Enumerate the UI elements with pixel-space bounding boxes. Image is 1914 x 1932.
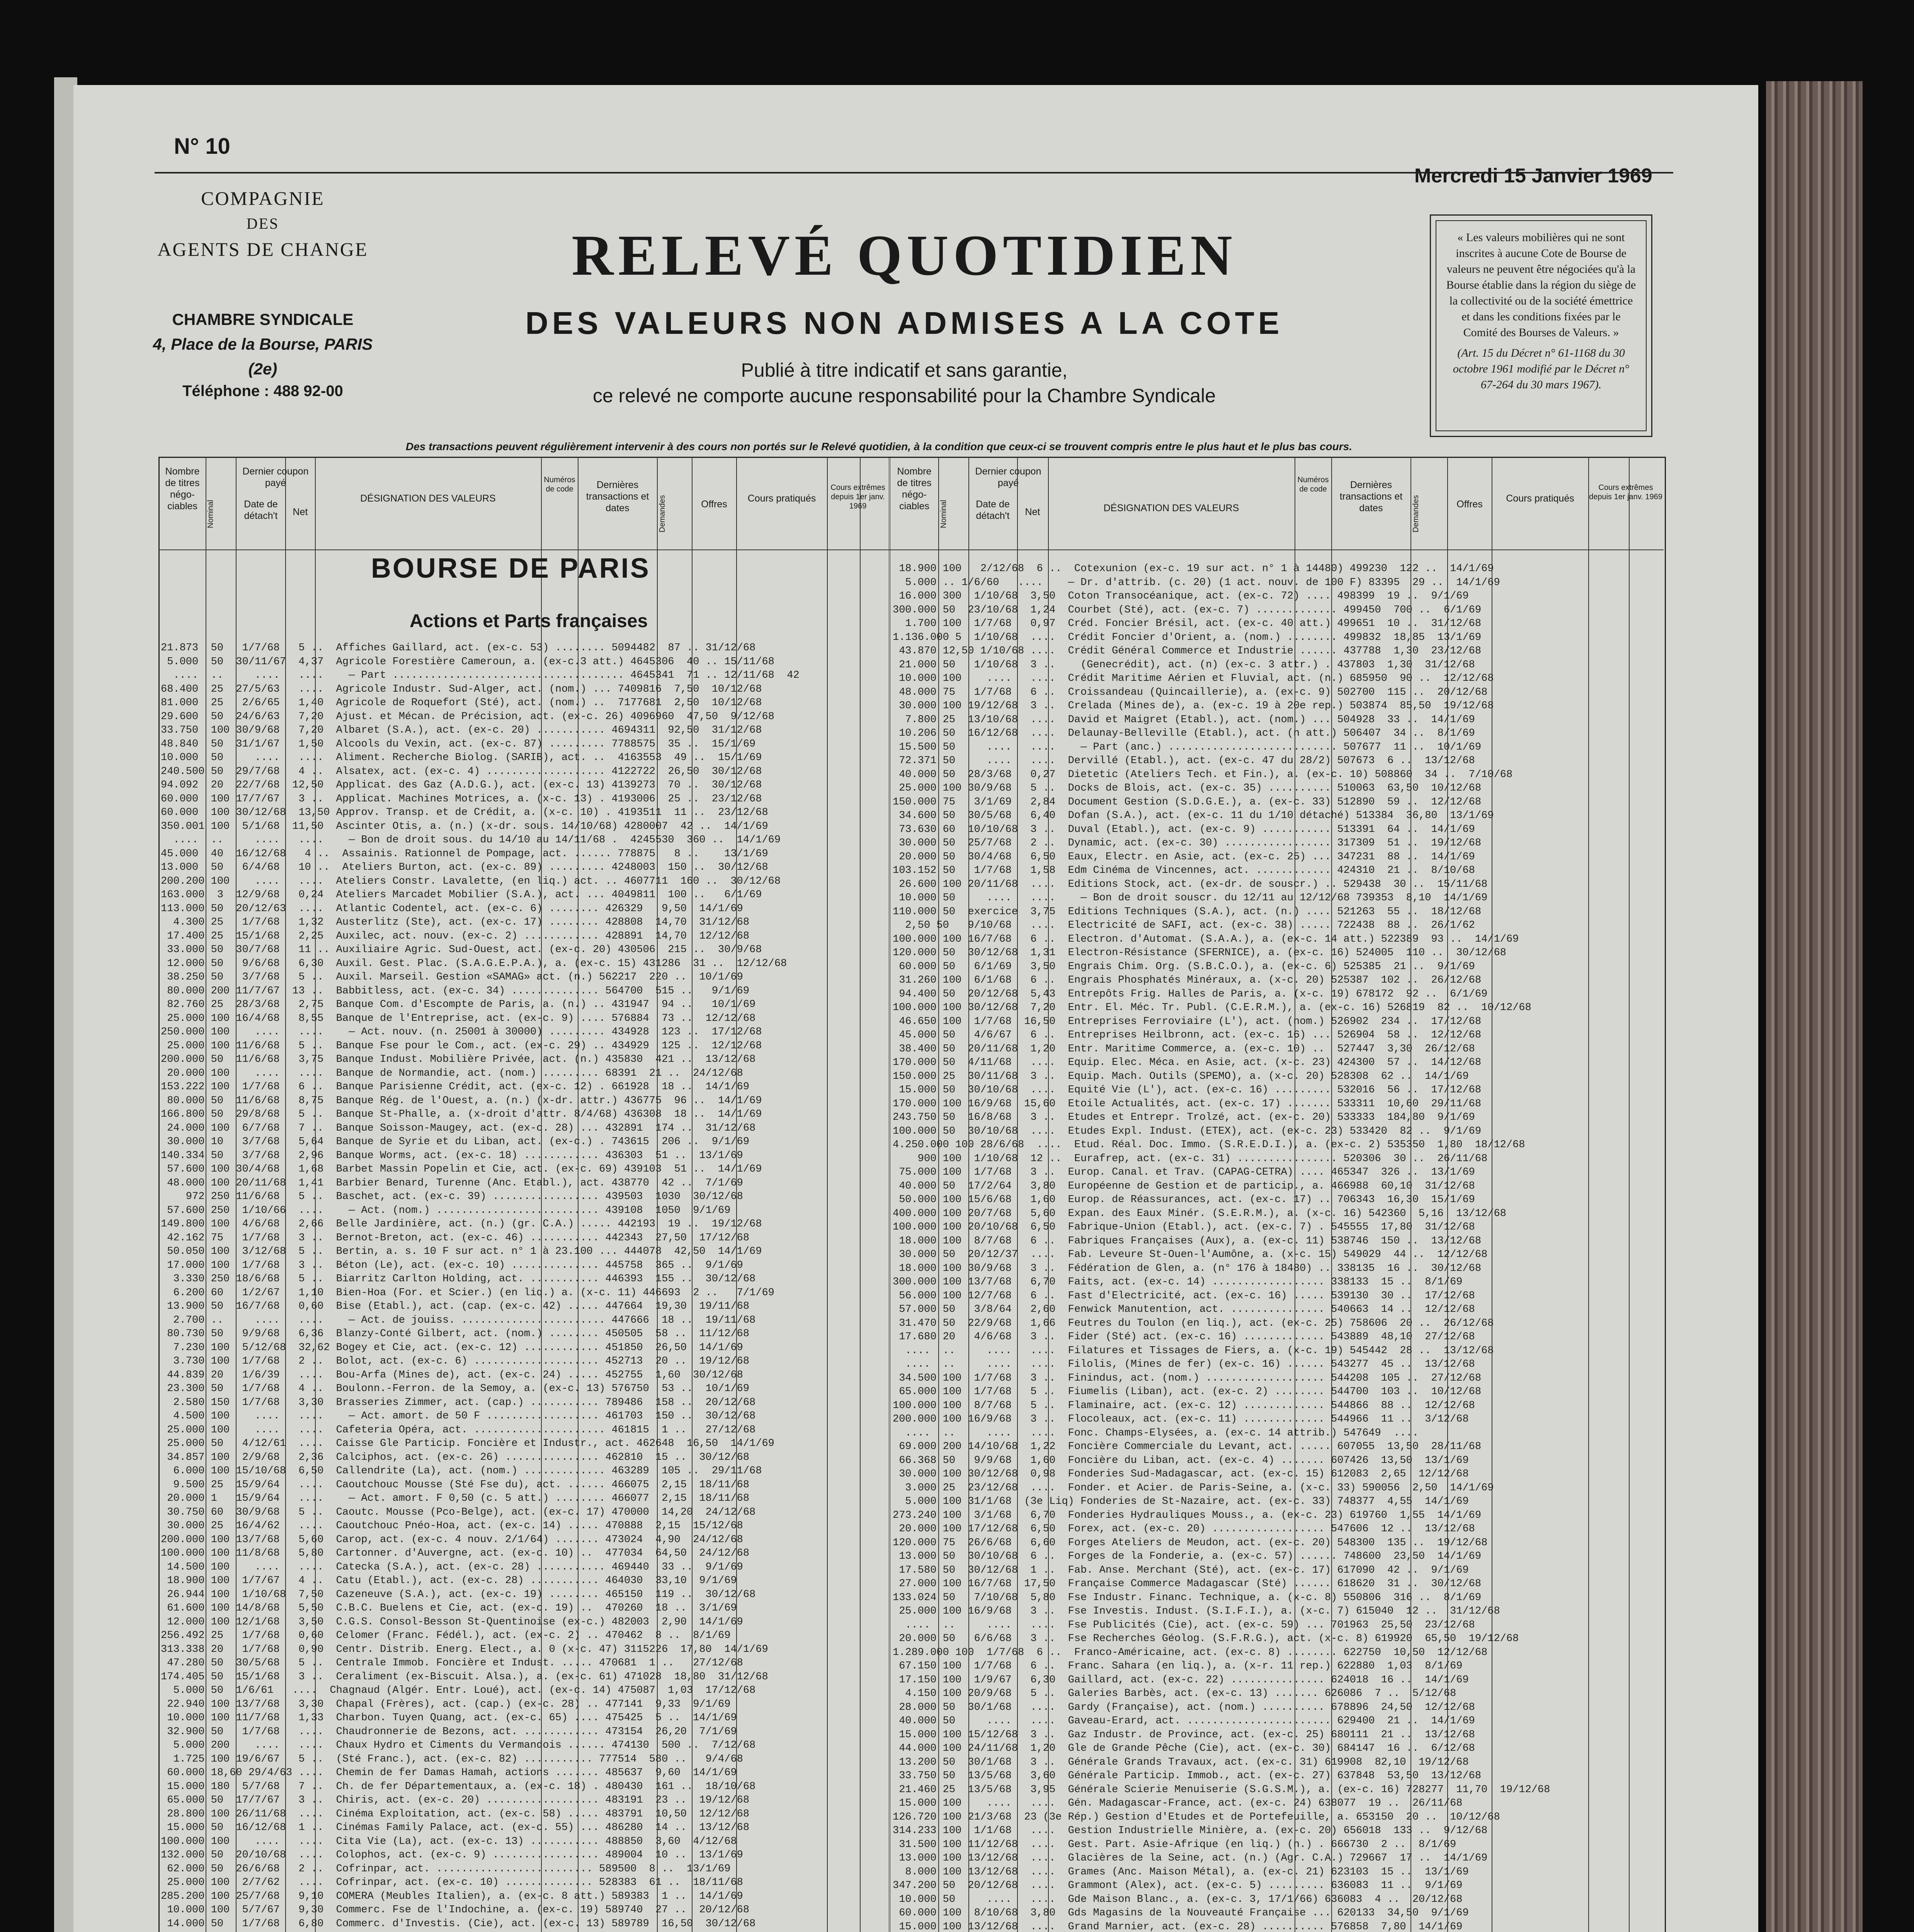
table-row: 28.800 100 26/11/68 .... Cinéma Exploitation, act. (ex-c. 58) ..... 483791 10,50 12/12/68 bbox=[161, 1808, 750, 1820]
col-demandes-right: Demandes bbox=[1412, 495, 1420, 533]
header-rule bbox=[155, 172, 1673, 173]
table-row: 50.050 100 3/12/68 5 .. Bertin, a. s. 10 F sur act. n° 1 à 23.100 ... 444078 42,50 14/1/69 bbox=[161, 1246, 762, 1257]
col-cours-right: Cours pratiqués bbox=[1506, 493, 1574, 504]
col-extremes-left: Cours extrêmes depuis 1er janv. 1969 bbox=[830, 483, 885, 510]
col-nominal-right: Nominal bbox=[939, 500, 948, 528]
table-row: 1.700 100 1/7/68 0,97 Créd. Foncier Brésil, act. (ex-c. 40 att.) 499651 10 .. 31/12/68 bbox=[893, 618, 1482, 629]
table-row: 60.000 100 8/10/68 3,80 Gds Magasins de la Nouveauté Française ... 620133 34,50 9/1/69 bbox=[893, 1907, 1469, 1919]
table-row: 34.500 100 1/7/68 3 .. Finindus, act. (nom.) ................... 544208 105 .. 27/12/68 bbox=[893, 1372, 1482, 1384]
table-row: 20.000 100 17/12/68 6,50 Forex, act. (ex-c. 20) .................. 547606 12 .. 13/12/68 bbox=[893, 1523, 1475, 1535]
table-row: 27.000 100 16/7/68 17,50 Française Commerce Madagascar (Sté) ...... 618620 31 .. 30/12/68 bbox=[893, 1578, 1482, 1590]
table-row: 1.136.000 5 1/10/68 .... Crédit Foncier d'Orient, a. (nom.) ........ 499832 18,85 13/1/69 bbox=[893, 631, 1482, 643]
table-row: 10.000 50 .... .... — Bon de droit souscr. du 12/11 au 12/12/68 739353 8,10 14/1/69 bbox=[893, 892, 1488, 904]
table-row: 4.250.000 100 28/6/68 .... Etud. Réal. Doc. Immo. (S.R.E.D.I.), a. (ex-c. 2) 535350 1,80 18/12/68 bbox=[893, 1139, 1525, 1151]
table-row: 44.000 100 24/11/68 1,20 Gle de Grande Pêche (Cie), act. (ex-c. 30) 684147 16 .. 6/12/68 bbox=[893, 1743, 1475, 1754]
col-designation-left: DÉSIGNATION DES VALEURS bbox=[360, 493, 496, 504]
table-row: 20.000 1 15/9/64 .... — Act. amort. F 0,50 (c. 5 att.) ........ 466077 2,15 18/11/68 bbox=[161, 1493, 750, 1504]
table-row: 163.000 3 12/9/68 0,24 Ateliers Marcadet Mobilier (S.A.), act. ... 4049811 100 .. 6/1/69 bbox=[161, 889, 762, 901]
table-row: 174.405 50 15/1/68 3 .. Ceraliment (ex-Biscuit. Alsa.), a. (ex-c. 61) 471028 18,80 31/12/68 bbox=[161, 1671, 768, 1683]
table-row: 1.289.000 100 1/7/68 6 .. Franco-Américaine, act. (ex-c. 8) ........ 622750 10,50 12/12/68 bbox=[893, 1646, 1488, 1658]
table-row: 60.000 100 17/7/67 3 .. Applicat. Machines Motrices, a. (x-c. 13) . 4193006 25 .. 23/12/68 bbox=[161, 793, 762, 805]
table-row: 75.000 100 1/7/68 3 .. Europ. Canal. et Trav. (CAPAG-CETRA) .... 465347 326 .. 13/1/69 bbox=[893, 1167, 1475, 1178]
table-row: 5.000 .. 1/6/60 .... — Dr. d'attrib. (c. 20) (1 act. nouv. de 100 F) 83395 29 .. 14/1/69 bbox=[893, 577, 1500, 588]
table-row: .... .. .... .... Fse Publicités (Cie), act. (ex-c. 59) ... 701963 25,50 23/12/68 bbox=[893, 1619, 1475, 1631]
col-transactions-right: Dernières transactions et dates bbox=[1339, 480, 1403, 514]
half-divider bbox=[889, 457, 890, 1932]
table-row: 15.000 50 16/12/68 1 .. Cinémas Family Palace, act. (ex-c. 55) ... 486280 14 .. 13/12/68 bbox=[161, 1822, 750, 1833]
table-row: 15.000 100 13/12/68 .... Grand Marnier, act. (ex-c. 28) .......... 576858 7,80 14/1/69 bbox=[893, 1921, 1463, 1932]
table-row: 30.000 100 19/12/68 3 .. Crelada (Mines de), a. (ex-c. 19 à 20e rep.) 503874 85,50 19/12/68 bbox=[893, 700, 1494, 712]
table-row: 10.000 50 .... .... Gde Maison Blanc., a. (ex-c. 3, 17/1/66) 636083 4 .. 20/12/68 bbox=[893, 1893, 1463, 1905]
table-row: 200.000 100 13/7/68 5,60 Carop, act. (ex-c. 4 nouv. 2/1/64) ....... 473024 4,90 24/12/68 bbox=[161, 1534, 743, 1546]
table-row: 170.000 50 4/11/68 .... Equip. Elec. Méca. en Asie, act. (x-c. 23) 424300 57 .. 14/12/68 bbox=[893, 1057, 1482, 1068]
table-row: 100.000 100 16/7/68 6 .. Electron. d'Automat. (S.A.A.), a. (ex-c. 14 att.) 522389 93 .. 14/1/69 bbox=[893, 933, 1519, 945]
table-row: 22.940 100 13/7/68 3,30 Chapal (Frères), act. (cap.) (ex-c. 28) .. 477141 9,33 9/1/69 bbox=[161, 1698, 731, 1710]
table-row: 81.000 25 2/6/65 1,40 Agricole de Roquefort (Sté), act. (nom.) .. 7177681 2,50 10/12/68 bbox=[161, 697, 762, 709]
table-row: 73.630 60 10/10/68 3 .. Duval (Etabl.), act. (ex-c. 9) ........... 513391 64 .. 14/1/69 bbox=[893, 823, 1475, 835]
table-row: 200.200 100 .... .... Ateliers Constr. Lavalette, (en liq.) act. .. 4607711 160 .. 30/12/68 bbox=[161, 875, 781, 887]
table-row: 256.492 25 1/7/68 0,60 Celomer (Franc. Fédél.), act. (ex-c. 2) .. 470462 8 .. 8/1/69 bbox=[161, 1630, 731, 1641]
table-row: 38.400 50 20/11/68 1,20 Entr. Maritime Commerce, a. (ex-c. 10) .. 527447 3,30 26/12/68 bbox=[893, 1043, 1475, 1055]
table-row: 140.334 50 3/7/68 2,96 Banque Worms, act. (ex-c. 18) ............ 436303 51 .. 13/1/69 bbox=[161, 1150, 743, 1162]
table-row: 972 250 11/6/68 5 .. Baschet, act. (ex-c. 39) ................. 439503 1030 30/12/68 bbox=[161, 1191, 743, 1202]
table-row: 38.250 50 3/7/68 5 .. Auxil. Marseil. Gestion «SAMAG» act. (n.) 562217 220 .. 10/1/69 bbox=[161, 971, 743, 983]
col-net-right: Net bbox=[1025, 507, 1040, 517]
table-row: 80.730 50 9/9/68 6,36 Blanzy-Conté Gilbert, act. (nom.) ........ 450505 58 .. 11/12/68 bbox=[161, 1328, 750, 1340]
table-row: 12.000 100 12/1/68 3,50 C.G.S. Consol-Besson St-Quentinoise (ex-c.) 482003 2,90 14/1/69 bbox=[161, 1616, 743, 1628]
table-row: 10.000 100 5/7/67 9,30 Commerc. Fse de l'Indochine, a. (ex-c. 19) 589740 27 .. 20/12/68 bbox=[161, 1904, 750, 1916]
company-line-3: AGENTS DE CHANGE bbox=[157, 238, 368, 260]
col-nominal-left: Nominal bbox=[206, 500, 215, 528]
table-row: 57.600 250 1/10/66 .... — Act. (nom.) .......................... 439108 1050 9/1/69 bbox=[161, 1204, 731, 1216]
table-row: 110.000 50 exercice 3,75 Editions Techniques (S.A.), act. (n.) .... 521263 55 .. 18/12/68 bbox=[893, 906, 1482, 918]
table-row: 30.000 50 25/7/68 2 .. Dynamic, act. (ex-c. 30) ................. 317309 51 .. 19/12/68 bbox=[893, 837, 1482, 849]
col-nombre-right: Nombre de titres négo-ciables bbox=[897, 466, 932, 512]
page-title: RELEVÉ QUOTIDIEN bbox=[572, 223, 1237, 287]
table-row: 300.000 100 13/7/68 6,70 Faits, act. (ex-c. 14) .................. 338133 15 .. 8/1/69 bbox=[893, 1276, 1463, 1288]
table-row: 350.001 100 5/1/68 11,50 Ascinter Otis, a. (n.) (x-dr. sous. 14/10/68) 4280007 42 .. 14/1/69 bbox=[161, 820, 768, 832]
table-row: 18.900 100 1/7/67 4 .. Catu (Etabl.), act. (ex-c. 28) ........... 464030 33,10 9/1/69 bbox=[161, 1575, 737, 1587]
col-coupon-right: Dernier coupon payé bbox=[975, 466, 1041, 488]
col-cours-left: Cours pratiqués bbox=[747, 493, 816, 504]
table-row: .... .. .... .... Fonc. Champs-Elysées, a. (ex-c. 14 attrib.) 547649 .... bbox=[893, 1427, 1419, 1439]
table-row: 313.338 20 1/7/68 0,90 Centr. Distrib. Energ. Elect., a. 0 (x-c. 47) 3115226 17,80 14/1/69 bbox=[161, 1643, 768, 1655]
table-row: 60.000 100 30/12/68 13,50 Approv. Transp. et de Crédit, a. (x-c. 10) . 4193511 11 .. 23/12/68 bbox=[161, 807, 768, 818]
table-row: 30.000 50 20/12/37 .... Fab. Leveure St-Ouen-l'Aumône, a. (x-c. 15) 549029 44 .. 12/12/68 bbox=[893, 1249, 1488, 1260]
table-row: 13.000 50 30/10/68 6 .. Forges de la Fonderie, a. (ex-c. 57) ...... 748600 23,50 14/1/69 bbox=[893, 1551, 1482, 1562]
section-bourse-de-paris: BOURSE DE PARIS bbox=[371, 553, 650, 584]
legal-note-text: « Les valeurs mobilières qui ne sont inscrites à aucune Cote de Bourse de valeurs ne peuvent être négociées qu'à la Bourse établie dans la région du siège de la collectivité ou de la société émettrice et dans les conditions fixées par le Comité des Bourses de Valeurs. » bbox=[1446, 231, 1636, 339]
table-row: 21.873 50 1/7/68 5 .. Affiches Gaillard, act. (ex-c. 53) ........ 5094482 87 .. 31/12/68 bbox=[161, 642, 756, 654]
table-row: 33.750 50 13/5/68 3,60 Générale Particip. Immob., act. (ex-c. 27) 637848 53,50 13/12/68 bbox=[893, 1770, 1482, 1782]
table-row: 61.600 100 14/8/68 5,50 C.B.C. Buelens et Cie, act. (ex-c. 19) .. 470260 18 .. 3/1/69 bbox=[161, 1602, 737, 1614]
table-row: 273.240 100 3/1/68 6,70 Fonderies Hydrauliques Mouss., a. (ex-c. 23) 619760 1,55 14/1/69 bbox=[893, 1509, 1482, 1521]
col-nombre-left: Nombre de titres négo-ciables bbox=[165, 466, 200, 512]
table-row: 67.150 100 1/7/68 6 .. Franc. Sahara (en liq.), a. (x-r. 11 rep.) 622880 1,03 8/1/69 bbox=[893, 1660, 1463, 1672]
chamber-address: 4, Place de la Bourse, PARIS (2e) bbox=[153, 335, 373, 378]
table-row: .... .. .... .... — Bon de droit sous. du 14/10 au 14/11/68 . 4245530 360 .. 14/1/69 bbox=[161, 834, 781, 846]
table-row: 250.000 100 .... .... — Act. nouv. (n. 25001 à 30000) ......... 434928 123 .. 17/12/68 bbox=[161, 1026, 762, 1038]
table-row: 25.000 100 16/4/68 8,55 Banque de l'Entreprise, act. (ex-c. 9) .... 576884 73 .. 12/12/68 bbox=[161, 1012, 756, 1024]
table-row: 7.230 100 5/12/68 32,62 Bogey et Cie, act. (ex-c. 12) ............ 451850 26,50 14/1/69 bbox=[161, 1342, 743, 1354]
table-row: 31.500 100 11/12/68 .... Gest. Part. Asie-Afrique (en liq.) (n.) . 666730 2 .. 8/1/69 bbox=[893, 1838, 1456, 1850]
table-row: 42.162 75 1/7/68 3 .. Bernot-Breton, act. (ex-c. 46) ........... 442343 27,50 17/12/68 bbox=[161, 1232, 750, 1244]
table-row: 1.725 100 19/6/67 5 .. (Sté Franc.), act. (ex-c. 82) ........... 777514 580 .. 9/4/68 bbox=[161, 1753, 743, 1765]
col-designation-right: DÉSIGNATION DES VALEURS bbox=[1103, 503, 1239, 514]
company-name bbox=[147, 185, 379, 262]
table-row: 166.800 50 29/8/68 5 .. Banque St-Phalle, a. (x-droit d'attr. 8/4/68) 436308 18 .. 14/1/69 bbox=[161, 1109, 762, 1120]
table-row: 60.000 18,60 29/4/63 .... Chemin de fer Damas Hamah, actions ....... 485637 9,60 14/1/69 bbox=[161, 1767, 737, 1779]
table-row: 17.580 50 30/12/68 1 .. Fab. Anse. Merchant (Sté), act. (ex-c. 17) 617090 42 .. 9/1/69 bbox=[893, 1564, 1469, 1576]
table-row: 66.368 50 9/9/68 1,60 Foncière du Liban, act. (ex-c. 4) ....... 607426 13,50 13/1/69 bbox=[893, 1454, 1469, 1466]
table-row: .... .. .... .... Filatures et Tissages de Fiers, a. (x-c. 19) 545442 28 .. 13/12/68 bbox=[893, 1345, 1494, 1357]
table-row: 24.000 100 6/7/68 7 .. Banque Soisson-Maugey, act. (ex-c. 28) ... 432891 174 .. 31/12/68 bbox=[161, 1122, 756, 1134]
table-row: 13.900 50 16/7/68 0,60 Bise (Etabl.), act. (cap. (ex-c. 42) ..... 447664 19,30 19/11/68 bbox=[161, 1301, 750, 1312]
left-table-rows bbox=[161, 641, 887, 1932]
table-row: 31.260 100 6/1/68 6 .. Engrais Phosphatés Minéraux, a. (x-c. 20) 525387 102 .. 26/12/68 bbox=[893, 975, 1482, 986]
table-row: 100.000 100 .... .... Cita Vie (La), act. (ex-c. 13) ........... 488850 3,60 4/12/68 bbox=[161, 1835, 737, 1847]
table-row: 153.222 100 1/7/68 6 .. Banque Parisienne Crédit, act. (ex-c. 12) . 661928 18 .. 14/1/69 bbox=[161, 1081, 750, 1093]
table-row: 57.000 50 3/8/64 2,60 Fenwick Manutention, act. ............... 540663 14 .. 12/12/68 bbox=[893, 1304, 1475, 1315]
right-table-rows bbox=[893, 562, 1662, 1932]
table-row: 2,50 50 9/10/68 .... Electricité de SAFI, act. (ex-c. 38) ..... 722438 88 .. 26/1/62 bbox=[893, 920, 1475, 931]
table-row: 21.000 50 1/10/68 3 .. (Genecrédit), act. (n) (ex-c. 3 attr.) . 437803 1,30 31/12/68 bbox=[893, 659, 1475, 671]
company-line-2: DES bbox=[246, 215, 279, 232]
table-row: 80.000 50 11/6/68 8,75 Banque Rég. de l'Ouest, a. (n.) (x-dr. attr.) 436775 96 .. 14/1/69 bbox=[161, 1095, 762, 1107]
table-row: 7.800 25 13/10/68 .... David et Maigret (Etabl.), act. (nom.) ... 504928 33 .. 14/1/69 bbox=[893, 714, 1475, 726]
col-offres-left: Offres bbox=[701, 499, 727, 510]
table-row: 132.000 50 20/10/68 .... Colophos, act. (ex-c. 9) ................. 489004 10 .. 13/1/69 bbox=[161, 1849, 743, 1861]
table-row: 10.206 50 16/12/68 .... Delaunay-Belleville (Etabl.), act. (n att.) 506407 34 .. 8/1/69 bbox=[893, 728, 1475, 739]
table-row: 100.000 100 20/10/68 6,50 Fabrique-Union (Etabl.), act. (ex-c. 7) . 545555 17,80 31/12/68 bbox=[893, 1221, 1475, 1233]
table-row: 13.000 100 13/12/68 .... Glacières de la Seine, act. (n.) (Agr. C.A.) 729667 17 .. 14/1/69 bbox=[893, 1852, 1488, 1864]
table-row: 100.000 100 30/12/68 7,20 Entr. El. Méc. Tr. Publ. (C.E.R.M.), a. (ex-c. 16) 526819 82 .. 10/12/68 bbox=[893, 1002, 1531, 1014]
table-row: 57.600 100 30/4/68 1,68 Barbet Massin Popelin et Cie, act. (ex-c. 69) 439103 51 .. 14/1/69 bbox=[161, 1163, 762, 1175]
table-row: 40.000 50 28/3/68 0,27 Dietetic (Ateliers Tech. et Fin.), a. (ex-c. 10) 508860 34 .. 7/10/68 bbox=[893, 769, 1513, 781]
table-row: 900 100 1/10/68 12 .. Eurafrep, act. (ex-c. 31) ................ 520306 30 .. 26/11/68 bbox=[893, 1153, 1488, 1165]
table-row: 300.000 50 23/10/68 1,24 Courbet (Sté), act. (ex-c. 7) ............. 499450 700 .. 6/1/69 bbox=[893, 604, 1482, 616]
table-row: 12.000 50 9/6/68 6,30 Auxil. Gest. Plac. (S.A.G.E.P.A.), a. (ex-c. 15) 431286 31 .. 12/12/68 bbox=[161, 957, 787, 969]
table-row: 20.000 100 .... .... Banque de Normandie, act. (nom.) ......... 68391 21 .. 24/12/68 bbox=[161, 1067, 743, 1079]
table-row: 9.500 25 15/9/64 .... Caoutchouc Mousse (Sté Fse du), act. ...... 466075 2,15 18/11/68 bbox=[161, 1479, 750, 1491]
table-row: 80.000 200 11/7/67 13 .. Babbitless, act. (ex-c. 34) .............. 564700 515 .. 9/1/69 bbox=[161, 985, 750, 997]
table-row: 3.330 250 18/6/68 5 .. Biarritz Carlton Holding, act. ........... 446393 155 .. 30/12/68 bbox=[161, 1273, 756, 1285]
col-extremes-right: Cours extrêmes depuis 1er janv. 1969 bbox=[1589, 483, 1662, 501]
table-row: 60.000 50 6/1/69 3,50 Engrais Chim. Org. (S.B.C.O.), a. (ex-c. 6) 525385 21 .. 9/1/69 bbox=[893, 961, 1475, 973]
company-line-1: COMPAGNIE bbox=[201, 187, 325, 209]
table-row: 243.750 50 16/8/68 3 .. Etudes et Entrepr. Trolzé, act. (ex-c. 20) 533333 184,80 9/1/69 bbox=[893, 1112, 1475, 1123]
table-row: 32.900 50 1/7/68 .... Chaudronnerie de Bezons, act. ............ 473154 26,20 7/1/69 bbox=[161, 1726, 737, 1738]
table-row: 65.000 100 1/7/68 5 .. Fiumelis (Liban), act. (ex-c. 2) ........ 544700 103 .. 10/12/68 bbox=[893, 1386, 1482, 1398]
table-row: 50.000 100 15/6/68 1,60 Europ. de Réassurances, act. (ex-c. 17) .. 706343 16,30 15/1/69 bbox=[893, 1194, 1475, 1206]
legal-note-reference: (Art. 15 du Décret n° 61-1168 du 30 octobre 1961 modifié par le Décret n° 67-264 du 30 mars 1967). bbox=[1453, 347, 1630, 391]
table-row: 34.857 100 2/9/68 2,36 Calciphos, act. (ex-c. 26) ............... 462810 15 .. 30/12/68 bbox=[161, 1451, 750, 1463]
page-subtitle: DES VALEURS NON ADMISES A LA COTE bbox=[525, 306, 1283, 341]
table-row: 126.720 100 21/3/68 23 (3e Rép.) Gestion d'Etudes et de Portefeuille, a. 653150 20 .. 10/12/68 bbox=[893, 1811, 1500, 1823]
table-row: 23.300 50 1/7/68 4 .. Boulonn.-Ferron. de la Semoy, a. (ex-c. 13) 576750 53 .. 10/1/69 bbox=[161, 1383, 750, 1395]
table-row: 15.000 50 30/10/68 .... Equité Vie (L'), act. (ex-c. 16) ......... 532016 56 .. 17/12/68 bbox=[893, 1084, 1482, 1096]
col-transactions-left: Dernières transactions et dates bbox=[586, 480, 649, 514]
table-row: 34.600 50 30/5/68 6,40 Dofan (S.A.), act. (ex-c. 11 du 1/10 détaché) 513384 36,80 13/1/69 bbox=[893, 810, 1494, 821]
table-row: 18.000 100 8/7/68 6 .. Fabriques Françaises (Aux), a. (ex-c. 11) 538746 150 .. 13/12/68 bbox=[893, 1235, 1482, 1247]
table-row: 15.000 100 15/12/68 3 .. Gaz Industr. de Province, act. (ex-c. 25) 680111 21 .. 13/12/68 bbox=[893, 1729, 1475, 1741]
table-row: 69.000 200 14/10/68 1,22 Foncière Commerciale du Levant, act. ..... 607055 13,50 28/11/68 bbox=[893, 1441, 1482, 1452]
table-row: 10.000 100 11/7/68 1,33 Charbon. Tuyen Quang, act. (ex-c. 65) .... 475425 5 .. 14/1/69 bbox=[161, 1712, 737, 1724]
table-row: 26.944 100 1/10/68 7,50 Cazeneuve (S.A.), act. (ex-c. 19) ........ 465150 119 .. 30/12/68 bbox=[161, 1588, 756, 1600]
phone-number: Téléphone : 488 92-00 bbox=[182, 383, 343, 400]
table-row: 113.000 50 20/12/63 .... Atlantic Codentel, act. (ex-c. 6) ........ 426329 9,50 14/1/69 bbox=[161, 903, 743, 915]
table-row: .... .. .... .... Filolis, (Mines de fer) (ex-c. 16) ...... 543277 45 .. 13/12/68 bbox=[893, 1359, 1475, 1370]
table-row: 25.000 100 16/9/68 3 .. Fse Investis. Indust. (S.I.F.I.), a. (x-c. 7) 615040 12 .. 31/12/68 bbox=[893, 1605, 1500, 1617]
table-row: 30.000 100 30/12/68 0,98 Fonderies Sud-Madagascar, act. (ex-c. 15) 612083 2,65 12/12/68 bbox=[893, 1468, 1469, 1480]
table-row: 45.000 50 4/6/67 6 .. Entreprises Heilbronn, act. (ex-c. 16) ... 526904 58 .. 12/12/68 bbox=[893, 1029, 1482, 1041]
table-row: 33.750 100 30/9/68 7,20 Albaret (S.A.), act. (ex-c. 20) ........... 4694311 92,50 31/12/68 bbox=[161, 724, 762, 736]
issue-date: Mercredi 15 Janvier 1969 bbox=[1414, 165, 1652, 187]
table-row: 17.400 25 15/1/68 2,25 Auxilec, act. nouv. (ex-c. 2) ............ 428891 14,70 12/12/68 bbox=[161, 930, 750, 942]
col-demandes-left: Demandes bbox=[658, 495, 667, 533]
table-row: 72.371 50 .... .... Dervillé (Etabl.), act. (ex-c. 47 du 28/2) 507673 6 .. 13/12/68 bbox=[893, 755, 1475, 767]
table-row: 3.000 25 23/12/68 .... Fonder. et Acier. de Paris-Seine, a. (x-c. 33) 590056 2,50 14/1/69 bbox=[893, 1482, 1494, 1494]
table-row: 43.870 12,50 1/10/68 .... Crédit Général Commerce et Industrie ...... 437788 1,30 23/12/68 bbox=[893, 645, 1482, 657]
table-row: 29.600 50 24/6/63 7,20 Ajust. et Mécan. de Précision, act. (ex-c. 26) 4096960 47,50 9/12/68 bbox=[161, 711, 774, 723]
table-row: 33.000 50 30/7/68 11 .. Auxiliaire Agric. Sud-Ouest, act. (ex-c. 20) 430506 215 .. 30/9/68 bbox=[161, 944, 762, 956]
table-row: 2.700 .. .... .... — Act. de jouiss. ....................... 447666 18 .. 19/11/68 bbox=[161, 1314, 756, 1326]
table-row: .... .. .... .... — Part ..................................... 4645341 71 .. 12/11/68 42 bbox=[161, 670, 800, 681]
table-row: 103.152 50 1/7/68 1,58 Edm Cinéma de Vincennes, act. ............ 424310 21 .. 8/10/68 bbox=[893, 865, 1475, 876]
table-row: 400.000 100 20/7/68 5,60 Expan. des Eaux Minér. (S.E.R.M.), a. (x-c. 16) 542360 5,16 13/12/68 bbox=[893, 1208, 1506, 1219]
col-coupon-left: Dernier coupon payé bbox=[242, 466, 309, 488]
table-row: 30.750 60 30/9/68 5 .. Caoutc. Mousse (Pco-Belge), act. (ex-c. 17) 470000 14,20 24/12/68 bbox=[161, 1506, 756, 1518]
table-row: 13.200 50 30/1/68 3 .. Générale Grands Travaux, act. (ex-c. 31) 619908 82,10 19/12/68 bbox=[893, 1756, 1469, 1768]
disclaimer-line-2: ce relevé ne comporte aucune responsabilité pour la Chambre Syndicale bbox=[592, 385, 1216, 406]
table-row: 240.500 50 29/7/68 4 .. Alsatex, act. (ex-c. 4) ................... 4122722 26,50 30/12/68 bbox=[161, 765, 762, 777]
table-row: 120.000 50 30/12/68 1,31 Electron-Résistance (SFERNICE), a. (ex-c. 16) 524005 110 .. 30/12/68 bbox=[893, 947, 1506, 959]
publication-disclaimer bbox=[537, 357, 1271, 408]
table-row: 20.000 50 6/6/68 3 .. Fse Recherches Géolog. (S.F.R.G.), act. (x-c. 8) 619920 65,50 19/12/68 bbox=[893, 1633, 1519, 1645]
table-row: 2.580 150 1/7/68 3,30 Brasseries Zimmer, act. (cap.) ........... 789486 158 .. 20/12/68 bbox=[161, 1396, 756, 1408]
table-row: 30.000 10 3/7/68 5,64 Banque de Syrie et du Liban, act. (ex-c.) . 743615 206 .. 9/1/69 bbox=[161, 1136, 750, 1148]
header-bottom-rule bbox=[158, 549, 1664, 550]
chamber-name: CHAMBRE SYNDICALE bbox=[172, 310, 354, 328]
table-row: 94.092 20 22/7/68 12,50 Applicat. des Gaz (A.D.G.), act. (ex-c. 13) 4139273 70 .. 30/12/68 bbox=[161, 779, 762, 791]
table-row: 65.000 50 17/7/67 3 .. Chiris, act. (ex-c. 20) .................. 483191 23 .. 19/12/68 bbox=[161, 1794, 750, 1806]
table-row: 285.200 100 25/7/68 9,10 COMERA (Meubles Italien), a. (ex-c. 8 att.) 589383 1 .. 14/1/69 bbox=[161, 1890, 743, 1902]
table-row: 170.000 100 16/9/68 15,60 Etoile Actualités, act. (ex-c. 17) ....... 533311 10,60 29/11/68 bbox=[893, 1098, 1482, 1110]
table-row: 31.470 50 22/9/68 1,66 Feutres du Toulon (en liq.), act. (ex-c. 25) 758606 20 .. 26/12/68 bbox=[893, 1317, 1494, 1329]
table-row: 18.000 100 30/9/68 3 .. Fédération de Glen, a. (n° 176 à 18480) .. 338135 16 .. 30/12/68 bbox=[893, 1262, 1482, 1274]
table-row: 149.800 100 4/6/68 2,66 Belle Jardinière, act. (n.) (gr. C.A.) ..... 442193 19 .. 19/12/68 bbox=[161, 1218, 762, 1230]
table-row: 4.150 100 20/9/68 5 .. Galeries Barbès, act. (ex-c. 13) ....... 626086 7 .. 5/12/68 bbox=[893, 1688, 1456, 1699]
table-row: 30.000 25 16/4/62 .... Caoutchouc Pnéo-Hoa, act. (ex-c. 14) ..... 470888 2,15 15/12/68 bbox=[161, 1520, 743, 1532]
table-row: 200.000 50 11/6/68 3,75 Banque Indust. Mobilière Privée, act. (n.) 435830 421 .. 13/12/68 bbox=[161, 1054, 756, 1065]
table-row: 10.000 100 .... .... Crédit Maritime Aérien et Fluvial, act. (n.) 685950 90 .. 12/12/68 bbox=[893, 673, 1494, 684]
table-row: 48.000 75 1/7/68 6 .. Croissandeau (Quincaillerie), a. (ex-c. 9) 502700 115 .. 20/12/68 bbox=[893, 686, 1488, 698]
col-date-right: Date de détach't bbox=[976, 499, 1010, 521]
col-net-left: Net bbox=[293, 507, 308, 517]
table-row: 314.233 100 1/1/68 .... Gestion Industrielle Minière, a. (ex-c. 20) 656018 133 .. 9/12/68 bbox=[893, 1825, 1488, 1837]
table-row: 17.000 100 1/7/68 3 .. Béton (Le), act. (ex-c. 10) .............. 445758 365 .. 9/1/69 bbox=[161, 1259, 743, 1271]
table-row: 56.000 100 12/7/68 6 .. Fast d'Electricité, act. (ex-c. 16) ..... 539130 30 .. 17/12/68 bbox=[893, 1290, 1475, 1302]
table-row: 17.150 100 1/9/67 6,30 Gaillard, act. (ex-c. 22) ............... 624018 16 .. 14/1/69 bbox=[893, 1674, 1469, 1686]
table-row: 150.000 75 3/1/69 2,84 Document Gestion (S.D.G.E.), a. (ex-c. 33) 512890 59 .. 12/12/68 bbox=[893, 796, 1482, 808]
col-date-left: Date de détach't bbox=[244, 499, 278, 521]
table-row: 8.000 100 13/12/68 .... Grames (Anc. Maison Métal), a. (ex-c. 21) 623103 15 .. 13/1/69 bbox=[893, 1866, 1469, 1878]
table-row: 20.000 50 30/4/68 6,50 Eaux, Electr. en Asie, act. (ex-c. 25) ... 347231 88 .. 14/1/69 bbox=[893, 851, 1475, 863]
table-row: 25.000 100 .... .... Cafeteria Opéra, act. ..................... 461815 1 .. 27/12/68 bbox=[161, 1424, 756, 1436]
table-row: 15.500 50 .... .... — Part (anc.) ........................... 507677 11 .. 10/1/69 bbox=[893, 741, 1482, 753]
table-row: 6.000 100 15/10/68 6,50 Callendrite (La), act. (nom.) ............. 463289 105 .. 29/11/68 bbox=[161, 1465, 762, 1477]
table-row: 28.000 50 30/1/68 .... Gardy (Française), act. (nom.) .......... 678896 24,50 12/12/68 bbox=[893, 1701, 1475, 1713]
table-row: 25.000 100 11/6/68 5 .. Banque Fse pour le Com., act. (ex-c. 29) .. 434929 125 .. 12/12/68 bbox=[161, 1040, 762, 1052]
table-row: 47.280 50 30/5/68 5 .. Centrale Immob. Foncière et Indust. ..... 470681 1 .. 27/12/68 bbox=[161, 1657, 743, 1669]
table-row: 10.000 50 .... .... Aliment. Recherche Biolog. (SARIB), act. .. 4163553 49 .. 15/1/69 bbox=[161, 752, 762, 764]
table-row: 94.400 50 20/12/68 5,43 Entrepôts Frig. Halles de Paris, a. (x-c. 19) 678172 92 .. 6/1/69 bbox=[893, 988, 1488, 1000]
table-row: 68.400 25 27/5/63 .... Agricole Industr. Sud-Alger, act. (nom.) ... 7409816 7,50 10/12/68 bbox=[161, 683, 762, 695]
issue-number: N° 10 bbox=[174, 134, 230, 159]
table-row: 26.600 100 20/11/68 .... Editions Stock, act. (ex-dr. de souscr.) .. 529438 30 .. 15/11/68 bbox=[893, 878, 1488, 890]
table-row: 150.000 25 30/11/68 3 .. Equip. Mach. Outils (SPEMO), a. (x-c. 20) 528308 62 .. 14/1/69 bbox=[893, 1070, 1469, 1082]
table-row: 40.000 50 .... .... Gaveau-Erard, act. ....................... 629400 21 .. 14/1/69 bbox=[893, 1715, 1475, 1727]
table-row: 25.000 100 2/7/62 .... Cofrinpar, act. (ex-c. 10) .............. 528383 61 .. 18/11/68 bbox=[161, 1877, 743, 1888]
table-row: 4.300 25 1/7/68 1,32 Austerlitz (Ste), act. (ex-c. 17) ........ 428808 14,70 31/12/68 bbox=[161, 917, 750, 928]
table-row: 4.500 100 .... .... — Act. amort. de 50 F .................. 461703 150 .. 30/12/68 bbox=[161, 1410, 756, 1422]
col-offres-right: Offres bbox=[1456, 499, 1483, 510]
table-row: 25.000 100 30/9/68 5 .. Docks de Blois, act. (ex-c. 35) .......... 510063 63,50 10/12/68 bbox=[893, 782, 1482, 794]
table-row: 46.650 100 1/7/68 16,50 Entreprises Ferroviaire (L'), act. (nom.) 526902 234 .. 17/12/68 bbox=[893, 1015, 1482, 1027]
table-row: 44.839 20 1/6/39 .... Bou-Arfa (Mines de), act. (ex-c. 24) ..... 452755 1,60 30/12/68 bbox=[161, 1369, 743, 1381]
legal-note-box bbox=[1430, 214, 1652, 437]
table-row: 347.200 50 20/12/68 .... Grammont (Alex), act. (ex-c. 5) ......... 636083 11 .. 9/1/69 bbox=[893, 1880, 1463, 1891]
table-row: 14.500 100 .... .... Catecka (S.A.), act. (ex-c. 28) ........... 469440 33 .. 9/1/69 bbox=[161, 1561, 743, 1573]
table-row: 45.000 40 16/12/68 4 .. Assainis. Rationnel de Pompage, act. ...... 778875 8 .. 13/1/69 bbox=[161, 848, 768, 860]
table-row: 14.000 50 1/7/68 6,80 Commerc. d'Investis. (Cie), act. (ex-c. 13) 589789 16,50 30/12/68 bbox=[161, 1918, 756, 1930]
table-row: 13.000 50 6/4/68 10 .. Ateliers Burton, act. (ex-c. 89) ......... 4248003 150 .. 30/12/68 bbox=[161, 862, 768, 873]
table-row: 5.000 50 1/6/61 .... Chagnaud (Algér. Entr. Loué), act. (ex-c. 14) 475087 1,03 17/12/68 bbox=[161, 1685, 756, 1696]
table-row: 120.000 75 26/6/68 6,60 Forges Ateliers de Meudon, act. (ex-c. 20) 548300 135 .. 19/12/68 bbox=[893, 1537, 1488, 1549]
table-row: 3.730 100 1/7/68 2 .. Bolot, act. (ex-c. 6) .................... 452713 20 .. 19/12/68 bbox=[161, 1355, 750, 1367]
table-row: 62.000 50 26/6/68 2 .. Cofrinpar, act. ......................... 589500 8 .. 13/1/69 bbox=[161, 1863, 731, 1875]
table-row: 6.200 60 1/2/67 1,10 Bien-Hoa (For. et Scier.) (en liq.) a. (x-c. 11) 446693 2 .. 7/1/69 bbox=[161, 1287, 774, 1299]
table-row: 40.000 50 17/2/64 3,80 Européenne de Gestion et de particip., a. 466988 60,10 31/12/68 bbox=[893, 1180, 1475, 1192]
table-row: 100.000 50 30/10/68 .... Etudes Expl. Indust. (ETEX), act. (ex-c. 23) 533420 82 .. 9/1/69 bbox=[893, 1125, 1482, 1137]
table-row: 16.000 300 1/10/68 3,50 Coton Transocéanique, act. (ex-c. 72) .... 498399 19 .. 9/1/69 bbox=[893, 590, 1469, 602]
col-code-right: Numéros de code bbox=[1297, 476, 1329, 493]
table-row: 48.840 50 31/1/67 1,50 Alcools du Vexin, act. (ex-c. 87) ......... 7788575 35 .. 15/1/69 bbox=[161, 738, 756, 750]
table-row: 21.460 25 13/5/68 3,95 Générale Scierie Menuiserie (S.G.S.M.), a. (ex-c. 16) 728277 11,70 19/12/68 bbox=[893, 1784, 1550, 1796]
section-actions-parts: Actions et Parts françaises bbox=[410, 611, 648, 631]
col-code-left: Numéros de code bbox=[544, 476, 575, 493]
transactions-notice: Des transactions peuvent régulièrement intervenir à des cours non portés sur le Relevé quotidien, à la condition que ceux-ci se trouvent compris entre le plus haut et le plus bas cours. bbox=[406, 440, 1353, 452]
table-row: 100.000 100 11/8/68 5,80 Cartonner. d'Auvergne, act. (ex-c. 10) .. 477034 64,50 24/12/68 bbox=[161, 1548, 750, 1559]
chamber-block bbox=[147, 307, 379, 381]
table-row: 5.000 100 31/1/68 (3e Liq) Fonderies de St-Nazaire, act. (ex-c. 33) 748377 4,55 14/1/69 bbox=[893, 1496, 1469, 1507]
table-row: 5.000 50 30/11/67 4,37 Agricole Forestière Cameroun, a. (ex-c.3 att.) 4645306 40 .. 15/11/68 bbox=[161, 656, 774, 668]
table-row: 17.680 20 4/6/68 3 .. Fider (Sté) act. (ex-c. 16) ............. 543889 48,10 27/12/68 bbox=[893, 1331, 1475, 1343]
table-row: 15.000 180 5/7/68 7 .. Ch. de fer Départementaux, a. (ex-c. 18) . 480430 161 .. 18/10/68 bbox=[161, 1781, 756, 1793]
table-row: 5.000 200 .... .... Chaux Hydro et Ciments du Vermandois ...... 474130 500 .. 7/12/68 bbox=[161, 1740, 756, 1751]
table-row: 18.900 100 2/12/68 6 .. Cotexunion (ex-c. 19 sur act. n° 1 à 14480) 499230 122 .. 14/1/69 bbox=[893, 563, 1494, 575]
table-row: 15.000 100 .... .... Gén. Madagascar-France, act. (ex-c. 24) 638077 19 .. 26/11/68 bbox=[893, 1798, 1463, 1809]
table-row: 200.000 100 16/9/68 3 .. Flocoleaux, act. (ex-c. 11) ............. 544966 11 .. 3/12/68 bbox=[893, 1413, 1469, 1425]
book-binding bbox=[1766, 81, 1863, 1932]
table-row: 48.000 100 20/11/68 1,41 Barbier Benard, Turenne (Anc. Etabl.), act. 438770 42 .. 7/1/69 bbox=[161, 1177, 743, 1189]
table-row: 25.000 50 4/12/61 .... Caisse Gle Particip. Foncière et Industr., act. 462648 16,50 14/1/69 bbox=[161, 1438, 774, 1449]
table-row: 100.000 100 8/7/68 5 .. Flaminaire, act. (ex-c. 12) ............. 544866 88 .. 12/12/68 bbox=[893, 1400, 1475, 1412]
table-row: 82.760 25 28/3/68 2,75 Banque Com. d'Escompte de Paris, a. (n.) .. 431947 94 .. 10/1/69 bbox=[161, 999, 756, 1010]
table-row: 133.024 50 7/10/68 5,80 Fse Industr. Financ. Technique, a. (x-c. 8) 550806 316 .. 8/1/69 bbox=[893, 1592, 1482, 1604]
disclaimer-line-1: Publié à titre indicatif et sans garantie, bbox=[741, 359, 1068, 381]
